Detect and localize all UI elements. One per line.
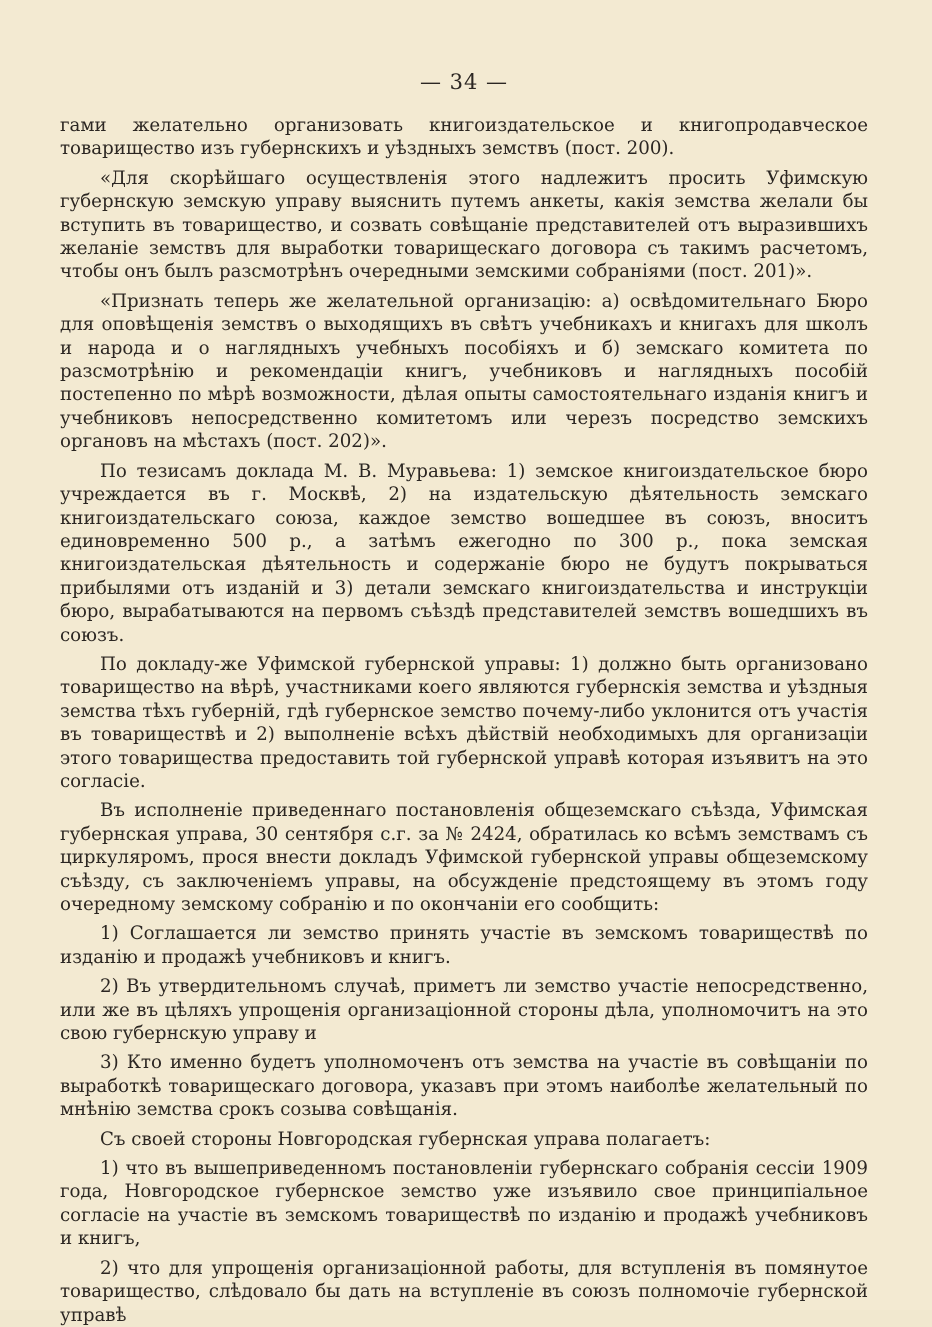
paragraph-ufa-report: По докладу-же Уфимской губернской управы: 1) должно быть организовано товарищество на вѣрѣ, участниками коего являются губернскія земства и уѣздныя земства тѣхъ губерній, гдѣ губернское земство почему-либо уклонится отъ участія въ товариществѣ и 2) выполненіе всѣхъ дѣйствій необходимыхъ для организаціи этого товарищества предоставить той губернской управѣ которая изъявитъ на это согласіе.	[60, 653, 868, 792]
paragraph-question-2: 2) Въ утвердительномъ случаѣ, приметъ ли земство участіе непосредственно, или же въ цѣляхъ упрощенія организаціонной стороны дѣла, уполномочитъ на это свою губернскую управу и	[60, 976, 868, 1045]
paragraph-quote-201: «Для скорѣйшаго осуществленія этого надлежитъ просить Уфимскую губернскую земскую управу выяснить путемъ анкеты, какія земства желали бы вступить въ товарищество, и созвать совѣщаніе представителей отъ выразившихъ желаніе земствъ для выработки товарищескаго договора съ такимъ расчетомъ, чтобы онъ былъ разсмотрѣнъ очередными земскими собраніями (пост. 201)».	[60, 167, 868, 283]
paragraph-novgorod-point-1: 1) что въ вышеприведенномъ постановленіи губернскаго собранія сессіи 1909 года, Новгородское губернское земство уже изъявило свое принципіальное согласіе на участіе въ земскомъ товариществѣ по изданію и продажѣ учебниковъ и книгъ,	[60, 1158, 868, 1250]
body-text	[60, 114, 868, 1327]
page-number: — 34 —	[419, 70, 509, 94]
paragraph-continuation: гами желательно организовать книгоиздательское и книгопродавческое товарищество изъ губернскихъ и уѣздныхъ земствъ (пост. 200).	[60, 115, 868, 160]
paragraph-muravyev-theses: По тезисамъ доклада М. В. Муравьева: 1) земское книгоиздательское бюро учреждается въ г. Москвѣ, 2) на издательскую дѣятельность земскаго книгоиздательскаго союза, каждое земство вошедшее въ союзъ, вноситъ единовременно 500 р., а затѣмъ ежегодно по 300 р., пока земская книгоиздательская дѣятельность и содержаніе бюро не будутъ покрываться прибылями отъ изданій и 3) детали земскаго книгоиздательства и инструкціи бюро, вырабатываются на первомъ съѣздѣ представителей земствъ вошедшихъ въ союзъ.	[60, 460, 868, 646]
paragraph-ufa-circular: Въ исполненіе приведеннаго постановленія общеземскаго съѣзда, Уфимская губернская управа, 30 сентября с.г. за № 2424, обратилась ко всѣмъ земствамъ съ циркуляромъ, прося внести докладъ Уфимской губернской управы общеземскому съѣзду, съ заключеніемъ управы, на обсужденіе предстоящему въ этомъ году очередному земскому собранію и по окончаніи его сообщить:	[60, 800, 868, 915]
paragraph-question-3: 3) Кто именно будетъ уполномоченъ отъ земства на участіе въ совѣщаніи по выработкѣ товарищескаго договора, указавъ при этомъ наиболѣе желательный по мнѣнію земства срокъ созыва совѣщанія.	[60, 1052, 868, 1121]
paragraph-novgorod-intro: Съ своей стороны Новгородская губернская управа полагаетъ:	[100, 1128, 711, 1150]
paragraph-novgorod-point-2: 2) что для упрощенія организаціонной работы, для вступленія въ помянутое товарищество, слѣдовало бы дать на вступленіе въ союзъ полномочіе губернской управѣ	[60, 1257, 868, 1326]
paragraph-quote-202: «Признать теперь же желательной организацію: а) освѣдомительнаго Бюро для оповѣщенія земствъ о выходящихъ въ свѣтъ учебникахъ и книгахъ для школъ и народа и о наглядныхъ учебныхъ пособіяхъ и б) земскаго комитета по разсмотрѣнію и рекомендаціи книгъ, учебниковъ и наглядныхъ пособій постепенно по мѣрѣ возможности, дѣлая опыты самостоятельнаго изданія книгъ и учебниковъ непосредственно комитетомъ или черезъ посредство земскихъ органовъ на мѣстахъ (пост. 202)».	[60, 290, 868, 453]
paragraph-question-1: 1) Соглашается ли земство принять участіе въ земскомъ товариществѣ по изданію и продажѣ учебниковъ и книгъ.	[60, 923, 868, 968]
